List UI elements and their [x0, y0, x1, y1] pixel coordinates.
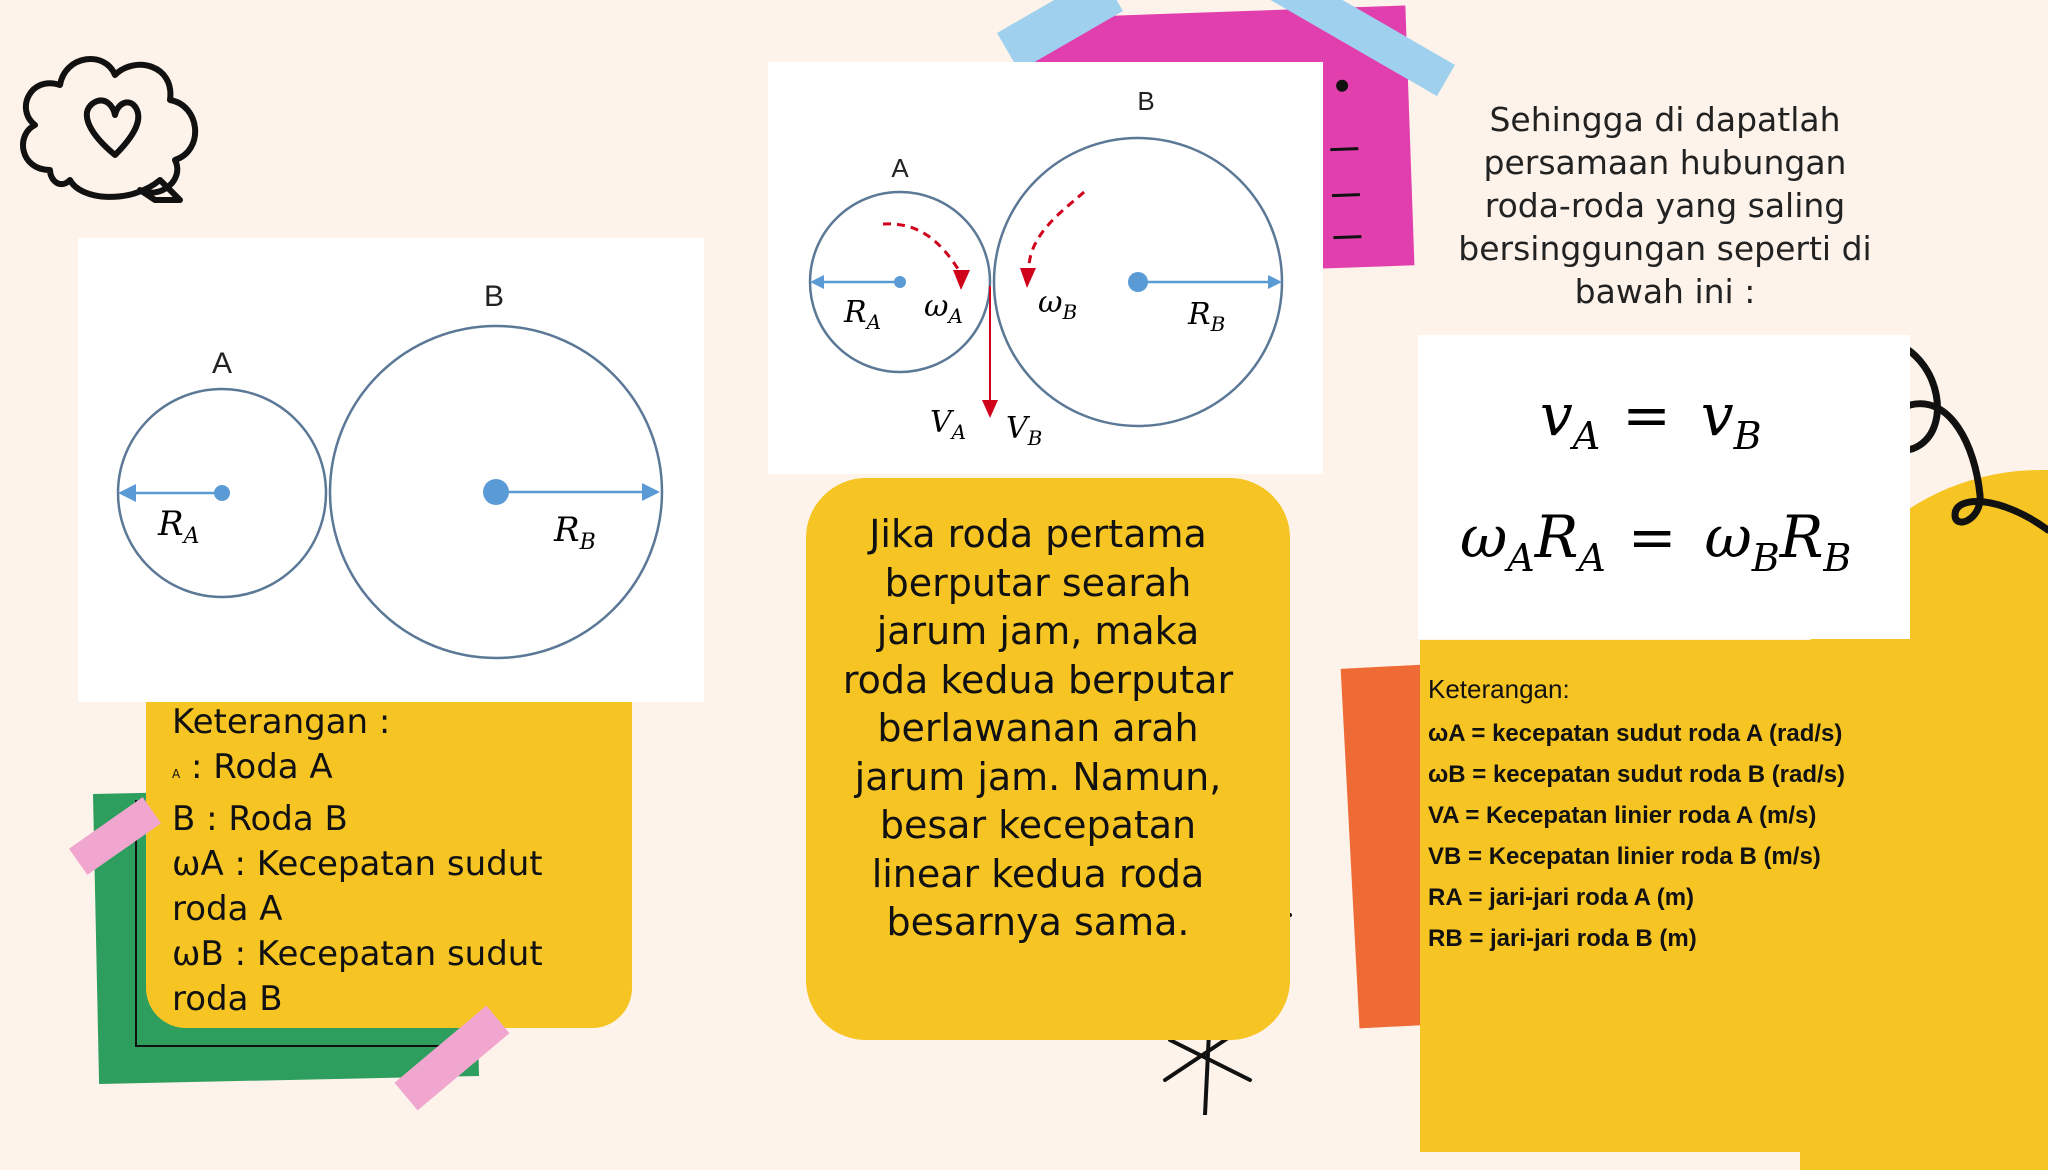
- keterangan-right-text: [1428, 674, 1888, 959]
- radius-a-label: $R_A$: [844, 295, 882, 334]
- cloud-heart-icon: [10, 40, 220, 215]
- wheels-rotation-diagram: [768, 62, 1323, 474]
- label-a: A: [891, 153, 909, 183]
- keterangan-left-title: Keterangan :: [172, 702, 391, 742]
- radius-a-label: $R_A$: [158, 504, 200, 549]
- label-b: B: [483, 280, 505, 313]
- velocity-b-label: $V_B$: [1006, 411, 1043, 450]
- keterangan-left-text: [172, 700, 612, 1022]
- explanation-text: Jika roda pertama berputar searah jarum jam, maka roda kedua berputar berlawanan arah jarum jam. Namun, besar kecepatan linear kedua roda besarnya sama.: [842, 512, 1234, 944]
- label-b: B: [1137, 86, 1155, 116]
- keterangan-left-line-a: A : Roda A: [172, 747, 333, 787]
- equation-intro-text: Sehingga di dapatlah persamaan hubungan roda-roda yang saling bersinggungan seperti di bawah ini :: [1458, 100, 1872, 311]
- equation-angular-velocity: $\omega_AR_A = \omega_BR_B$: [1460, 503, 1852, 580]
- keterangan-left-line-wb: ωB : Kecepatan sudut roda B: [172, 934, 543, 1019]
- keterangan-row: ωA = kecepatan sudut roda A (rad/s): [1428, 720, 1843, 747]
- keterangan-right-title: Keterangan:: [1428, 674, 1570, 704]
- keterangan-left-line-b: B : Roda B: [172, 799, 348, 839]
- keterangan-left-line-wa: ωA : Kecepatan sudut roda A: [172, 844, 543, 929]
- velocity-a-label: $V_A$: [930, 405, 967, 444]
- omega-a-label: $\omega_A$: [924, 289, 963, 328]
- radius-b-label: $R_B$: [554, 510, 596, 555]
- keterangan-row: VB = Kecepatan linier roda B (m/s): [1428, 843, 1821, 870]
- keterangan-row: ωB = kecepatan sudut roda B (rad/s): [1428, 761, 1846, 788]
- keterangan-row: VA = Kecepatan linier roda A (m/s): [1428, 802, 1817, 829]
- equation-linear-velocity: $v_A = v_B$: [1540, 381, 1762, 458]
- label-a: A: [211, 347, 233, 380]
- wheels-diagram-left: [78, 238, 704, 702]
- keterangan-row: RB = jari-jari roda B (m): [1428, 925, 1697, 952]
- radius-b-label: $R_B$: [1188, 297, 1226, 336]
- equations-panel: [1418, 335, 1910, 639]
- keterangan-row: RA = jari-jari roda A (m): [1428, 884, 1695, 911]
- omega-b-label: $\omega_B$: [1038, 285, 1078, 324]
